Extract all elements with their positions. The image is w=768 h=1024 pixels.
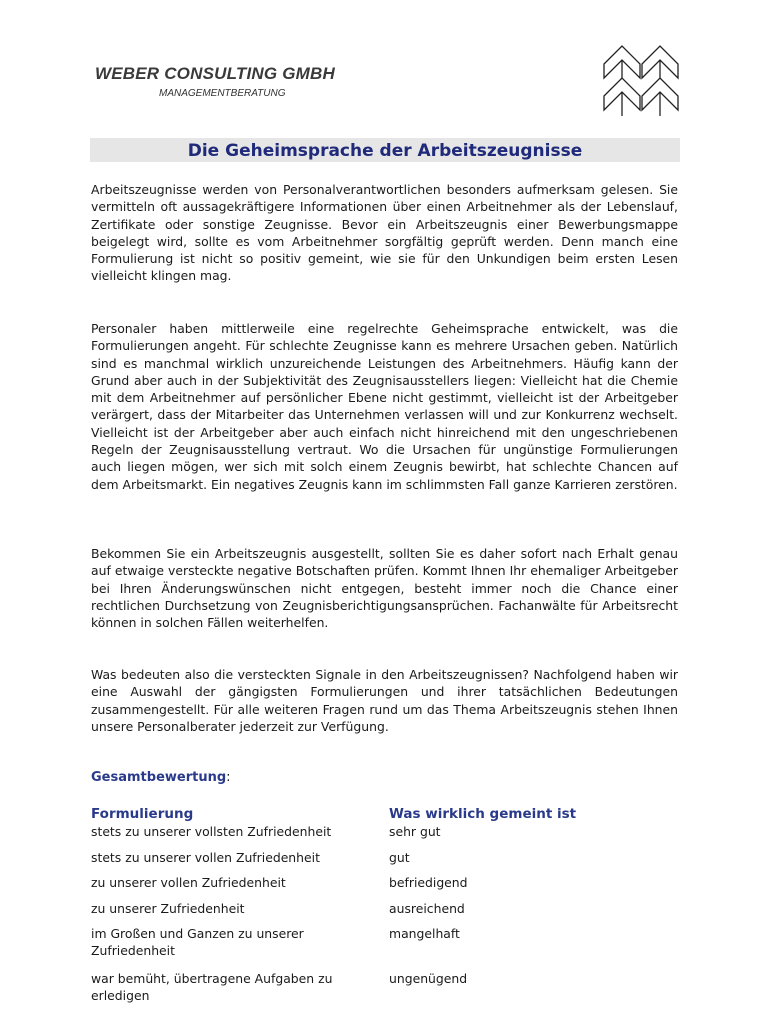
document-title-bar (90, 138, 680, 162)
table-row-meaning: mangelhaft (389, 926, 460, 941)
paragraph-signale: Was bedeuten also die versteckten Signale in den Arbeitszeugnissen? Nachfolgend haben wir eine Auswahl der gängigsten Formulierungen und ihrer tatsächlichen Bedeutungen zusammengestellt. Für alle weiteren Fragen rund um das Thema Arbeitszeugnis stehen Ihnen unsere Personalberater jederzeit zur Verfügung. (91, 667, 678, 734)
weber-consulting-logo-icon (600, 44, 680, 120)
table-row-phrase: stets zu unserer vollen Zufriedenheit (91, 850, 320, 865)
section-heading-text: Gesamtbewertung (91, 770, 227, 785)
paragraph-zeugnis-pruefen: Bekommen Sie ein Arbeitszeugnis ausgestellt, sollten Sie es daher sofort nach Erhalt genau auf etwaige versteckte negative Botschaften prüfen. Kommt Ihnen Ihr ehemaliger Arbeitgeber bei Ihren Änderungswünschen nicht entgegen, besteht immer noch die Chance einer rechtlichen Durchsetzung von Zeugnisberichtigungsansprüchen. Fachanwälte für Arbeitsrecht können in solchen Fällen weiterhelfen. (91, 546, 678, 631)
column-header-formulierung: Formulierung (91, 806, 194, 822)
document-title: Die Geheimsprache der Arbeitszeugnisse (187, 141, 583, 161)
table-row-meaning: befriedigend (389, 875, 468, 890)
table-row-meaning: gut (389, 850, 410, 865)
table-row-phrase: stets zu unserer vollsten Zufriedenheit (91, 824, 332, 839)
paragraph-intro: Arbeitszeugnisse werden von Personalverantwortlichen besonders aufmerksam gelesen. Sie vermitteln oft aussagekräftigere Informationen über einen Arbeitnehmer als der Lebenslauf, Zertifikate oder sonstige Zeugnisse. Bevor ein Arbeitszeugnis einer Bewerbungsmappe beigelegt wird, sollte es vom Arbeitnehmer sorgfältig geprüft werden. Denn manch eine Formulierung ist nicht so positiv gemeint, wie sie für den Unkundigen beim ersten Lesen vielleicht klingen mag. (91, 182, 678, 284)
column-header-bedeutung: Was wirklich gemeint ist (389, 806, 577, 822)
table-row-phrase: zu unserer vollen Zufriedenheit (91, 875, 286, 890)
paragraph-personaler: Personaler haben mittlerweile eine regelrechte Geheimsprache entwickelt, was die Formulierungen angeht. Für schlechte Zeugnisse kann es mehrere Ursachen geben. Natürlich sind es manchmal wirklich unzureichende Leistungen des Arbeitnehmers. Häufig kann der Grund aber auch in der Subjektivität des Zeugnisausstellers liegen: Vielleicht hat die Chemie mit dem Arbeitnehmer auf persönlicher Ebene nicht gestimmt, vielleicht ist der Arbeitgeber verärgert, dass der Mitarbeiter das Unternehmen verlassen will und zur Konkurrenz wechselt. Vielleicht ist der Arbeitgeber aber auch einfach nicht hinreichend mit den ungeschriebenen Regeln der Zeugnisausstellung vertraut. Wo die Ursachen für ungünstige Formulierungen auch liegen mögen, wer sich mit solch einem Zeugnis bewirbt, hat schlechte Chancen auf dem Arbeitsmarkt. Ein negatives Zeugnis kann im schlimmsten Fall ganze Karrieren zerstören. (91, 321, 678, 492)
section-heading (91, 770, 231, 785)
table-row-phrase: zu unserer Zufriedenheit (91, 901, 245, 916)
table-row-phrase: im Großen und Ganzen zu unserer Zufriedenheit (91, 926, 304, 958)
table-row-meaning: ungenügend (389, 971, 468, 986)
table-row-phrase: war bemüht, übertragene Aufgaben zu erledigen (91, 971, 333, 1003)
table-row-meaning: sehr gut (389, 824, 441, 839)
section-heading-colon: : (226, 770, 231, 785)
table-row-meaning: ausreichend (389, 901, 465, 916)
company-subtitle: MANAGEMENTBERATUNG (159, 88, 286, 99)
company-name: WEBER CONSULTING GMBH (95, 64, 335, 83)
